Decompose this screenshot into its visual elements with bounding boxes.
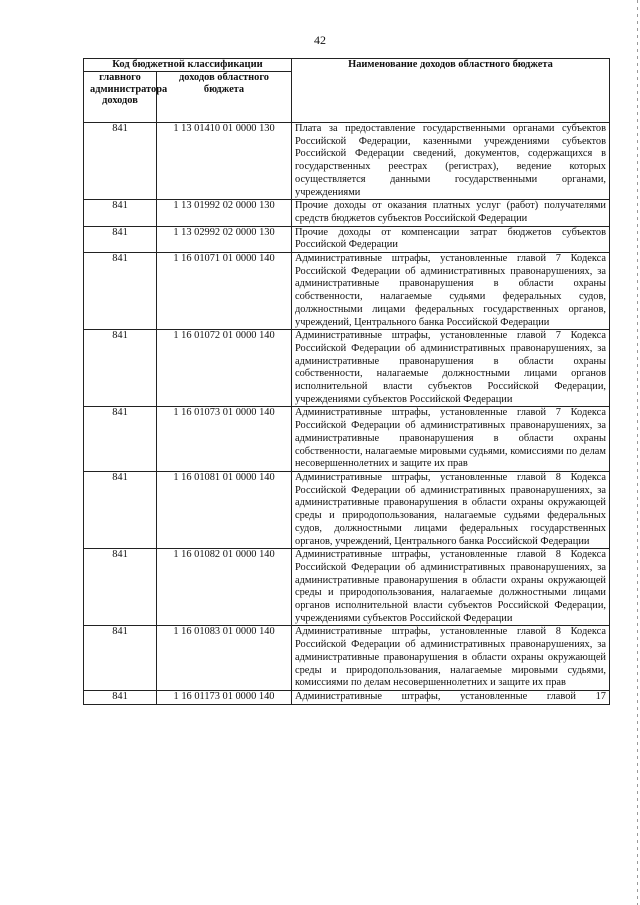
table-row: [84, 200, 610, 226]
income-name-cell: Административные штрафы, установленные главой 7 Кодекса Российской Федерации об административных правонарушениях, за административные правонарушения в области охраны собственности, налагаемые должностными лицами органов исполнительной власти субъектов Российской Федерации, учреждениями субъектов Российской Федерации: [292, 330, 610, 407]
income-name-cell: Административные штрафы, установленные главой 7 Кодекса Российской Федерации об административных правонарушениях, за административные правонарушения в области охраны собственности, налагаемые мировыми судьями, комиссиями по делам несовершеннолетних и защите их прав: [292, 407, 610, 472]
budget-code-cell: 1 16 01173 01 0000 140: [157, 690, 292, 704]
income-name-cell: Плата за предоставление государственными органами субъектов Российской Федерации, казенными учреждениями субъектов Российской Федерации сведений, документов, содержащихся в государственных реестрах (регистрах), ведение которых осуществляется данными государственными органами, учреждениями: [292, 123, 610, 200]
budget-code-cell: 1 16 01073 01 0000 140: [157, 407, 292, 472]
income-name-cell: Прочие доходы от оказания платных услуг (работ) получателями средств бюджетов субъектов Российской Федерации: [292, 200, 610, 226]
income-name-cell: Административные штрафы, установленные главой 8 Кодекса Российской Федерации об административных правонарушениях, за административные правонарушения в области охраны окружающей среды и природопользования, налагаемые мировыми судьями, комиссиями по делам несовершеннолетних и защите их прав: [292, 626, 610, 691]
table-row: [84, 690, 610, 704]
income-name-cell: Административные штрафы, установленные главой 7 Кодекса Российской Федерации об административных правонарушениях, за административные правонарушения в области охраны собственности, налагаемые судьями федеральных судов, должностными лицами федеральных государственных органов, учреждений, Центрального банка Российской Федерации: [292, 253, 610, 330]
admin-code-cell: 841: [84, 226, 157, 252]
header-name-column: Наименование доходов областного бюджета: [292, 59, 610, 123]
admin-code-cell: 841: [84, 471, 157, 548]
admin-code-cell: 841: [84, 330, 157, 407]
income-name-text: Административные штрафы, установленные главой 17: [295, 690, 606, 702]
admin-code-cell: 841: [84, 123, 157, 200]
budget-code-cell: 1 16 01083 01 0000 140: [157, 626, 292, 691]
income-name-cell: [292, 690, 610, 704]
page-edge: [637, 0, 638, 905]
admin-code-cell: 841: [84, 690, 157, 704]
budget-code-cell: 1 13 01410 01 0000 130: [157, 123, 292, 200]
admin-code-cell: 841: [84, 200, 157, 226]
table-row: [84, 123, 610, 200]
budget-code-cell: 1 13 02992 02 0000 130: [157, 226, 292, 252]
header-admin-column: главного администратора доходов: [84, 72, 157, 123]
admin-code-cell: 841: [84, 253, 157, 330]
admin-code-cell: 841: [84, 549, 157, 626]
table-row: [84, 253, 610, 330]
admin-code-cell: 841: [84, 407, 157, 472]
table-row: [84, 226, 610, 252]
table-row: [84, 549, 610, 626]
header-code-column: доходов областного бюджета: [157, 72, 292, 123]
income-name-cell: Прочие доходы от компенсации затрат бюджетов субъектов Российской Федерации: [292, 226, 610, 252]
header-group-label: Код бюджетной классификации: [84, 59, 292, 72]
admin-code-cell: 841: [84, 626, 157, 691]
page-number: 42: [314, 33, 326, 47]
budget-code-cell: 1 16 01071 01 0000 140: [157, 253, 292, 330]
budget-code-cell: 1 16 01082 01 0000 140: [157, 549, 292, 626]
table-row: [84, 471, 610, 548]
table-row: [84, 330, 610, 407]
income-name-cell: Административные штрафы, установленные главой 8 Кодекса Российской Федерации об административных правонарушениях, за административные правонарушения в области охраны окружающей среды и природопользования, налагаемые должностными лицами органов исполнительной власти субъектов Российской Федерации, учреждениями субъектов Российской Федерации: [292, 549, 610, 626]
income-name-cell: Административные штрафы, установленные главой 8 Кодекса Российской Федерации об административных правонарушениях, за административные правонарушения в области охраны окружающей среды и природопользования, налагаемые судьями федеральных судов, должностными лицами федеральных государственных органов, учреждений, Центрального банка Российской Федерации: [292, 471, 610, 548]
table-row: [84, 626, 610, 691]
budget-classification-table: [83, 58, 610, 705]
budget-code-cell: 1 13 01992 02 0000 130: [157, 200, 292, 226]
table-row: [84, 407, 610, 472]
budget-code-cell: 1 16 01081 01 0000 140: [157, 471, 292, 548]
budget-code-cell: 1 16 01072 01 0000 140: [157, 330, 292, 407]
